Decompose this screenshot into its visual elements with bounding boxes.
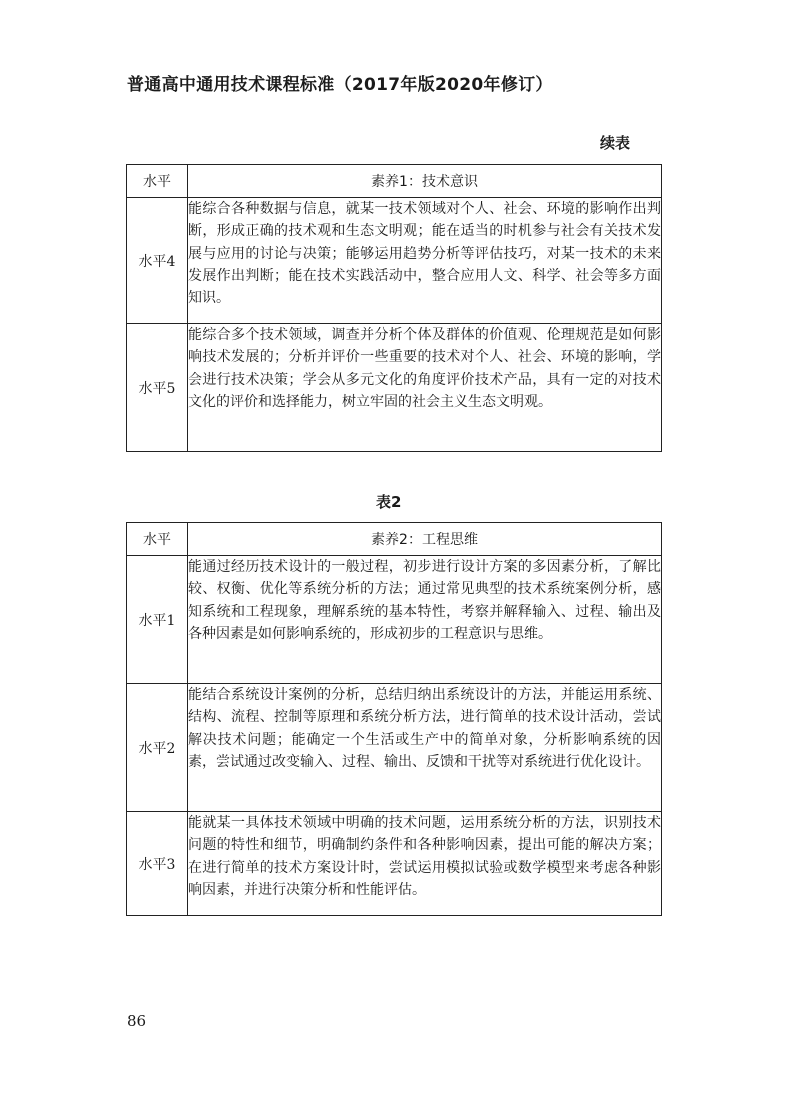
header-level: 水平	[127, 523, 188, 556]
table-row	[127, 684, 662, 812]
table-2-title: 表2	[376, 493, 402, 511]
header-level: 水平	[127, 165, 188, 198]
description-cell: 能综合多个技术领域，调查并分析个体及群体的价值观、伦理规范是如何影响技术发展的；分析并评价一些重要的技术对个人、社会、环境的影响，学会进行技术决策；学会从多元文化的角度评价技术产品，具有一定的对技术文化的评价和选择能力，树立牢固的社会主义生态文明观。	[188, 324, 662, 452]
header-competency: 素养2：工程思维	[188, 523, 662, 556]
table-header-row	[127, 523, 662, 556]
table-row	[127, 556, 662, 684]
table-row	[127, 198, 662, 324]
level-cell: 水平3	[127, 812, 188, 916]
description-cell: 能就某一具体技术领域中明确的技术问题，运用系统分析的方法，识别技术问题的特性和细节，明确制约条件和各种影响因素，提出可能的解决方案；在进行简单的技术方案设计时，尝试运用模拟试验或数学模型来考虑各种影响因素，并进行决策分析和性能评估。	[188, 812, 662, 916]
header-competency: 素养1：技术意识	[188, 165, 662, 198]
page-number: 86	[127, 1012, 147, 1030]
level-cell: 水平2	[127, 684, 188, 812]
continued-table-label: 续表	[600, 134, 631, 152]
level-cell: 水平1	[127, 556, 188, 684]
competency-table-2	[126, 522, 662, 916]
page-header-title: 普通高中通用技术课程标准（2017年版2020年修订）	[127, 75, 553, 95]
table-header-row	[127, 165, 662, 198]
level-cell: 水平5	[127, 324, 188, 452]
description-cell: 能通过经历技术设计的一般过程，初步进行设计方案的多因素分析，了解比较、权衡、优化等系统分析的方法；通过常见典型的技术系统案例分析，感知系统和工程现象，理解系统的基本特性，考察并解释输入、过程、输出及各种因素是如何影响系统的，形成初步的工程意识与思维。	[188, 556, 662, 684]
level-cell: 水平4	[127, 198, 188, 324]
competency-table-1	[126, 164, 662, 452]
description-cell: 能综合各种数据与信息，就某一技术领域对个人、社会、环境的影响作出判断，形成正确的技术观和生态文明观；能在适当的时机参与社会有关技术发展与应用的讨论与决策；能够运用趋势分析等评估技巧，对某一技术的未来发展作出判断；能在技术实践活动中，整合应用人文、科学、社会等多方面知识。	[188, 198, 662, 324]
table-row	[127, 324, 662, 452]
table-row	[127, 812, 662, 916]
description-cell: 能结合系统设计案例的分析，总结归纳出系统设计的方法，并能运用系统、结构、流程、控制等原理和系统分析方法，进行简单的技术设计活动，尝试解决技术问题；能确定一个生活或生产中的简单对象，分析影响系统的因素，尝试通过改变输入、过程、输出、反馈和干扰等对系统进行优化设计。	[188, 684, 662, 812]
